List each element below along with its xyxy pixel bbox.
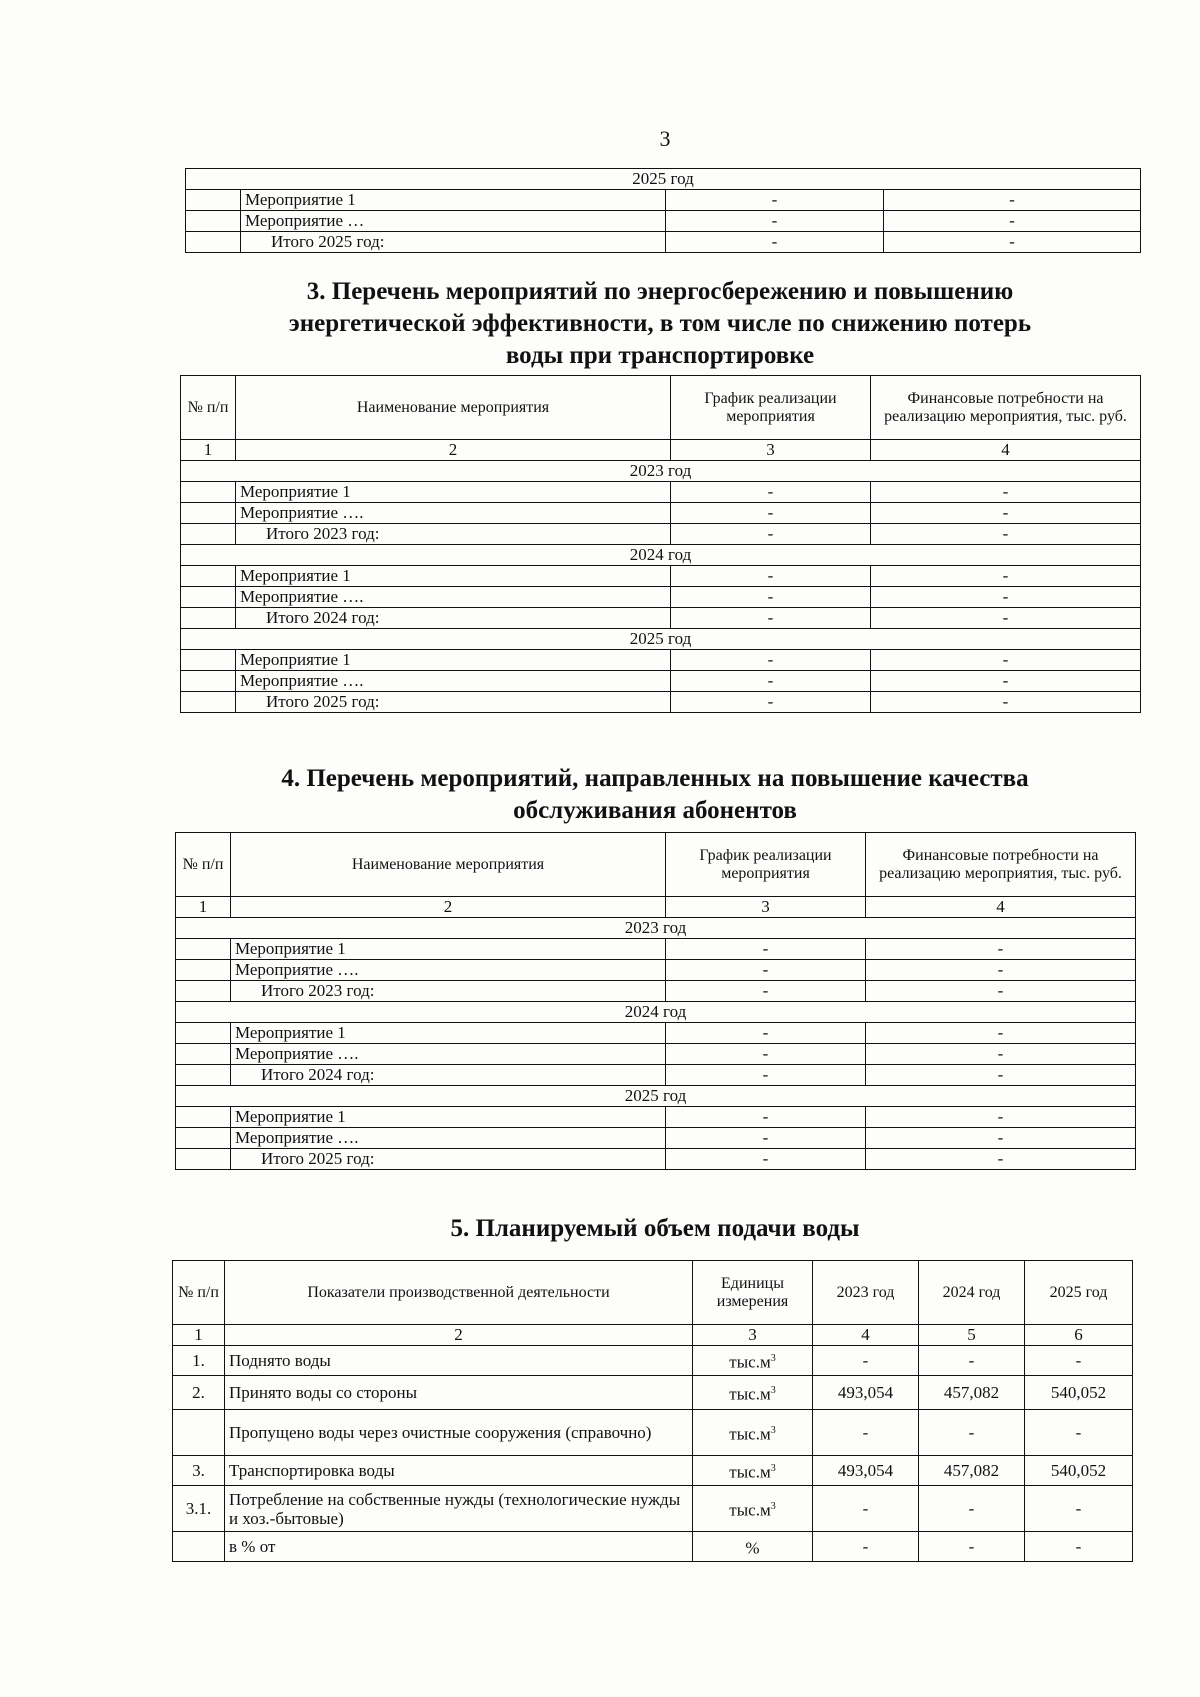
col-header-schedule: График реализации мероприятия [671,376,871,440]
table-row: Мероприятие 1 - - [186,190,1141,211]
col-header-finance: Финансовые потребности на реализацию мероприятия, тыс. руб. [871,376,1141,440]
col-header-num: № п/п [176,833,231,897]
year-row: 2025 год [176,1086,1136,1107]
table-row: Мероприятие …. - - [176,1128,1136,1149]
section-4-table [175,832,1136,1170]
section-3-table [180,375,1141,713]
section-5-heading: 5. Планируемый объем подачи воды [450,1215,860,1242]
table-row: Итого 2024 год: - - [181,608,1141,629]
table-row: в % от % - - - [173,1532,1133,1562]
table-row: Мероприятие …. - - [181,671,1141,692]
table-row: Мероприятие …. - - [181,503,1141,524]
table-row: Мероприятие 1 - - [181,566,1141,587]
table-row: Пропущено воды через очистные сооружения (справочно) $тыс.м^3$ - - - [173,1410,1133,1456]
page-number: 3 [659,126,671,151]
col-header-name: Наименование мероприятия [236,376,671,440]
section-4-heading: 4. Перечень мероприятий, направленных на повышение качества обслуживания абонентов [281,765,1029,824]
year-row: 2024 год [176,1002,1136,1023]
table-header-row: № п/п Показатели производственной деятельности Единицы измерения 2023 год 2024 год 2025 год [173,1261,1133,1325]
col-number-row: 1 2 3 4 5 6 [173,1325,1133,1346]
table-row: Итого 2025 год: - - [181,692,1141,713]
table-row: 3.1. Потребление на собственные нужды (технологические нужды и хоз.-бытовые) $тыс.м^3$ - - - [173,1486,1133,1532]
activity-name: Мероприятие 1 [241,190,666,211]
table-row: Мероприятие …. - - [176,960,1136,981]
table-row: Мероприятие 1 - - [176,1107,1136,1128]
year-row: 2025 год [181,629,1141,650]
table-row: Мероприятие …. - - [176,1044,1136,1065]
total-label: Итого 2025 год: [241,232,666,253]
col-header-finance: Финансовые потребности на реализацию мероприятия, тыс. руб. [866,833,1136,897]
year-row: 2024 год [181,545,1141,566]
table-row: 1. Поднято воды $тыс.м^3$ - - - [173,1346,1133,1376]
year-row: 2023 год [176,918,1136,939]
table-row: Итого 2025 год: - - [186,232,1141,253]
table-row: Мероприятие 1 - - [176,939,1136,960]
activity-name: Мероприятие … [241,211,666,232]
table-row: Мероприятие … - - [186,211,1141,232]
table-row: 3. Транспортировка воды $тыс.м^3$ 493,054 457,082 540,052 [173,1456,1133,1486]
table-row: Итого 2025 год: - - [176,1149,1136,1170]
table-row: Мероприятие 1 - - [181,482,1141,503]
table-row: Итого 2024 год: - - [176,1065,1136,1086]
table-row: Итого 2023 год: - - [176,981,1136,1002]
table-row: Мероприятие …. - - [181,587,1141,608]
table-header-row [176,833,1136,897]
table-row: Мероприятие 1 - - [181,650,1141,671]
section-3-heading: 3. Перечень мероприятий по энергосбережению и повышению энергетической эффективности, в том числе по снижению потерь воды при транспортировке [288,278,1032,369]
col-header-name: Наименование мероприятия [231,833,666,897]
table-row: Итого 2023 год: - - [181,524,1141,545]
section-5-table [172,1260,1133,1562]
col-number-row: 1 2 3 4 [181,440,1141,461]
col-header-num: № п/п [181,376,236,440]
continuation-table [185,168,1141,253]
table-row: Мероприятие 1 - - [176,1023,1136,1044]
col-header-schedule: График реализации мероприятия [666,833,866,897]
year-row [186,169,1141,190]
col-number-row: 1 2 3 4 [176,897,1136,918]
table-header-row [181,376,1141,440]
table-row: 2. Принято воды со стороны $тыс.м^3$ 493,054 457,082 540,052 [173,1376,1133,1410]
year-row: 2023 год [181,461,1141,482]
year-label: 2025 год [186,169,1141,190]
